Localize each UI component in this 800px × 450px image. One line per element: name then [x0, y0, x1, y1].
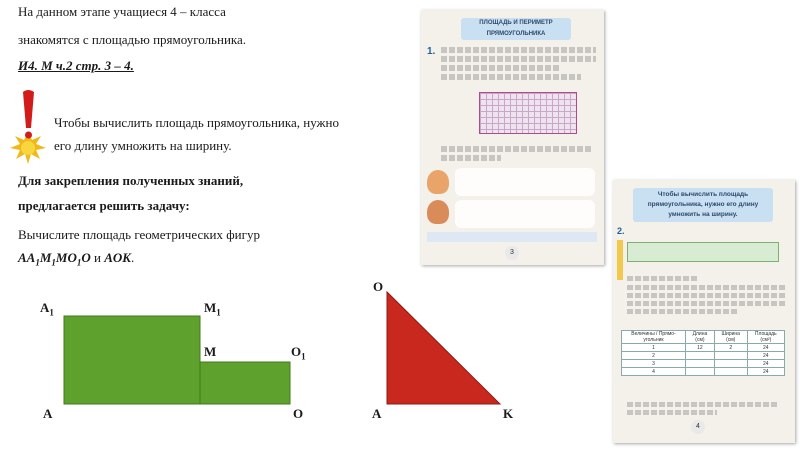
page-3-title: ПЛОЩАДЬ И ПЕРИМЕТР ПРЯМОУГОЛЬНИКА	[461, 18, 571, 40]
textbook-page-4	[613, 180, 795, 443]
table-cell	[686, 352, 715, 360]
page-3-child-illustration-2	[427, 200, 449, 224]
page-4-exercise-number: 2.	[617, 226, 625, 236]
page-4-text-block	[627, 276, 787, 314]
label-m: M	[204, 344, 217, 359]
textbook-page-3	[421, 10, 604, 265]
label-a: A	[43, 406, 53, 421]
label-m1: $M_1$	[204, 300, 221, 318]
label-a1: $A_1$	[40, 300, 54, 318]
table-cell	[686, 368, 715, 376]
page-3-text-block	[441, 47, 596, 80]
page-4-number: 4	[691, 420, 705, 434]
table-row	[622, 344, 785, 352]
table-row	[622, 360, 785, 368]
page-3-text-block-2	[441, 146, 591, 161]
table-cell: 1	[622, 344, 686, 352]
table-cell: 2	[714, 344, 747, 352]
table-cell: 24	[747, 360, 784, 368]
label-o: O	[293, 406, 304, 421]
table-header-cell: Ширина (см)	[714, 331, 747, 344]
table-cell: 24	[747, 352, 784, 360]
table-header-cell: Площадь (см²)	[747, 331, 784, 344]
label-o1: $O_1$	[291, 344, 306, 362]
figure-names: $AA_1M_1MO_1O$ и AOK.	[18, 250, 135, 268]
table-cell: 2	[622, 352, 686, 360]
page-3-speech-bubble-2	[455, 200, 595, 228]
page-4-green-rectangle	[627, 242, 779, 262]
task-line-3: Вычислите площадь геометрических фигур	[18, 227, 260, 242]
table-cell: 24	[747, 344, 784, 352]
table-header-cell: Величины / Прямо-угольник	[622, 331, 686, 344]
triangle-label-a: A	[372, 406, 382, 421]
page-4-title: Чтобы вычислить площадь прямоугольника, нужно его длину умножить на ширину.	[633, 188, 773, 222]
triangle-label-o: O	[373, 279, 384, 294]
table-cell	[714, 368, 747, 376]
table-cell	[686, 360, 715, 368]
table-row	[622, 352, 785, 360]
table-cell: 24	[747, 368, 784, 376]
intro-line-2: знакомятся с площадью прямоугольника.	[18, 32, 247, 47]
rule-line-1: Чтобы вычислить площадь прямоугольника, нужно	[54, 115, 339, 130]
page-4-ruler	[617, 240, 623, 280]
page-4-table	[621, 330, 785, 376]
page-3-grid-rectangle	[479, 92, 577, 134]
intro-line-1: На данном этапе учащиеся 4 – класса	[18, 4, 226, 19]
textbook-reference: И4. М ч.2 стр. 3 – 4.	[18, 58, 134, 73]
table-cell: 4	[622, 368, 686, 376]
page-4-text-block-2	[627, 402, 777, 415]
page-3-bottom-bar	[427, 232, 597, 242]
triangle-label-k: K	[503, 406, 514, 421]
rule-line-2: его длину умножить на ширину.	[54, 138, 232, 153]
table-header-cell: Длина (см)	[686, 331, 715, 344]
table-cell	[714, 352, 747, 360]
table-row	[622, 368, 785, 376]
table-cell	[714, 360, 747, 368]
table-cell: 3	[622, 360, 686, 368]
task-line-1: Для закрепления полученных знаний,	[18, 173, 244, 188]
page-3-exercise-number: 1.	[427, 46, 436, 57]
page-3-number: 3	[505, 246, 519, 260]
page-3-child-illustration-1	[427, 170, 449, 194]
table-header-row	[622, 331, 785, 344]
page-3-speech-bubble-1	[455, 168, 595, 196]
task-line-2: предлагается решить задачу:	[18, 198, 190, 213]
table-cell: 12	[686, 344, 715, 352]
